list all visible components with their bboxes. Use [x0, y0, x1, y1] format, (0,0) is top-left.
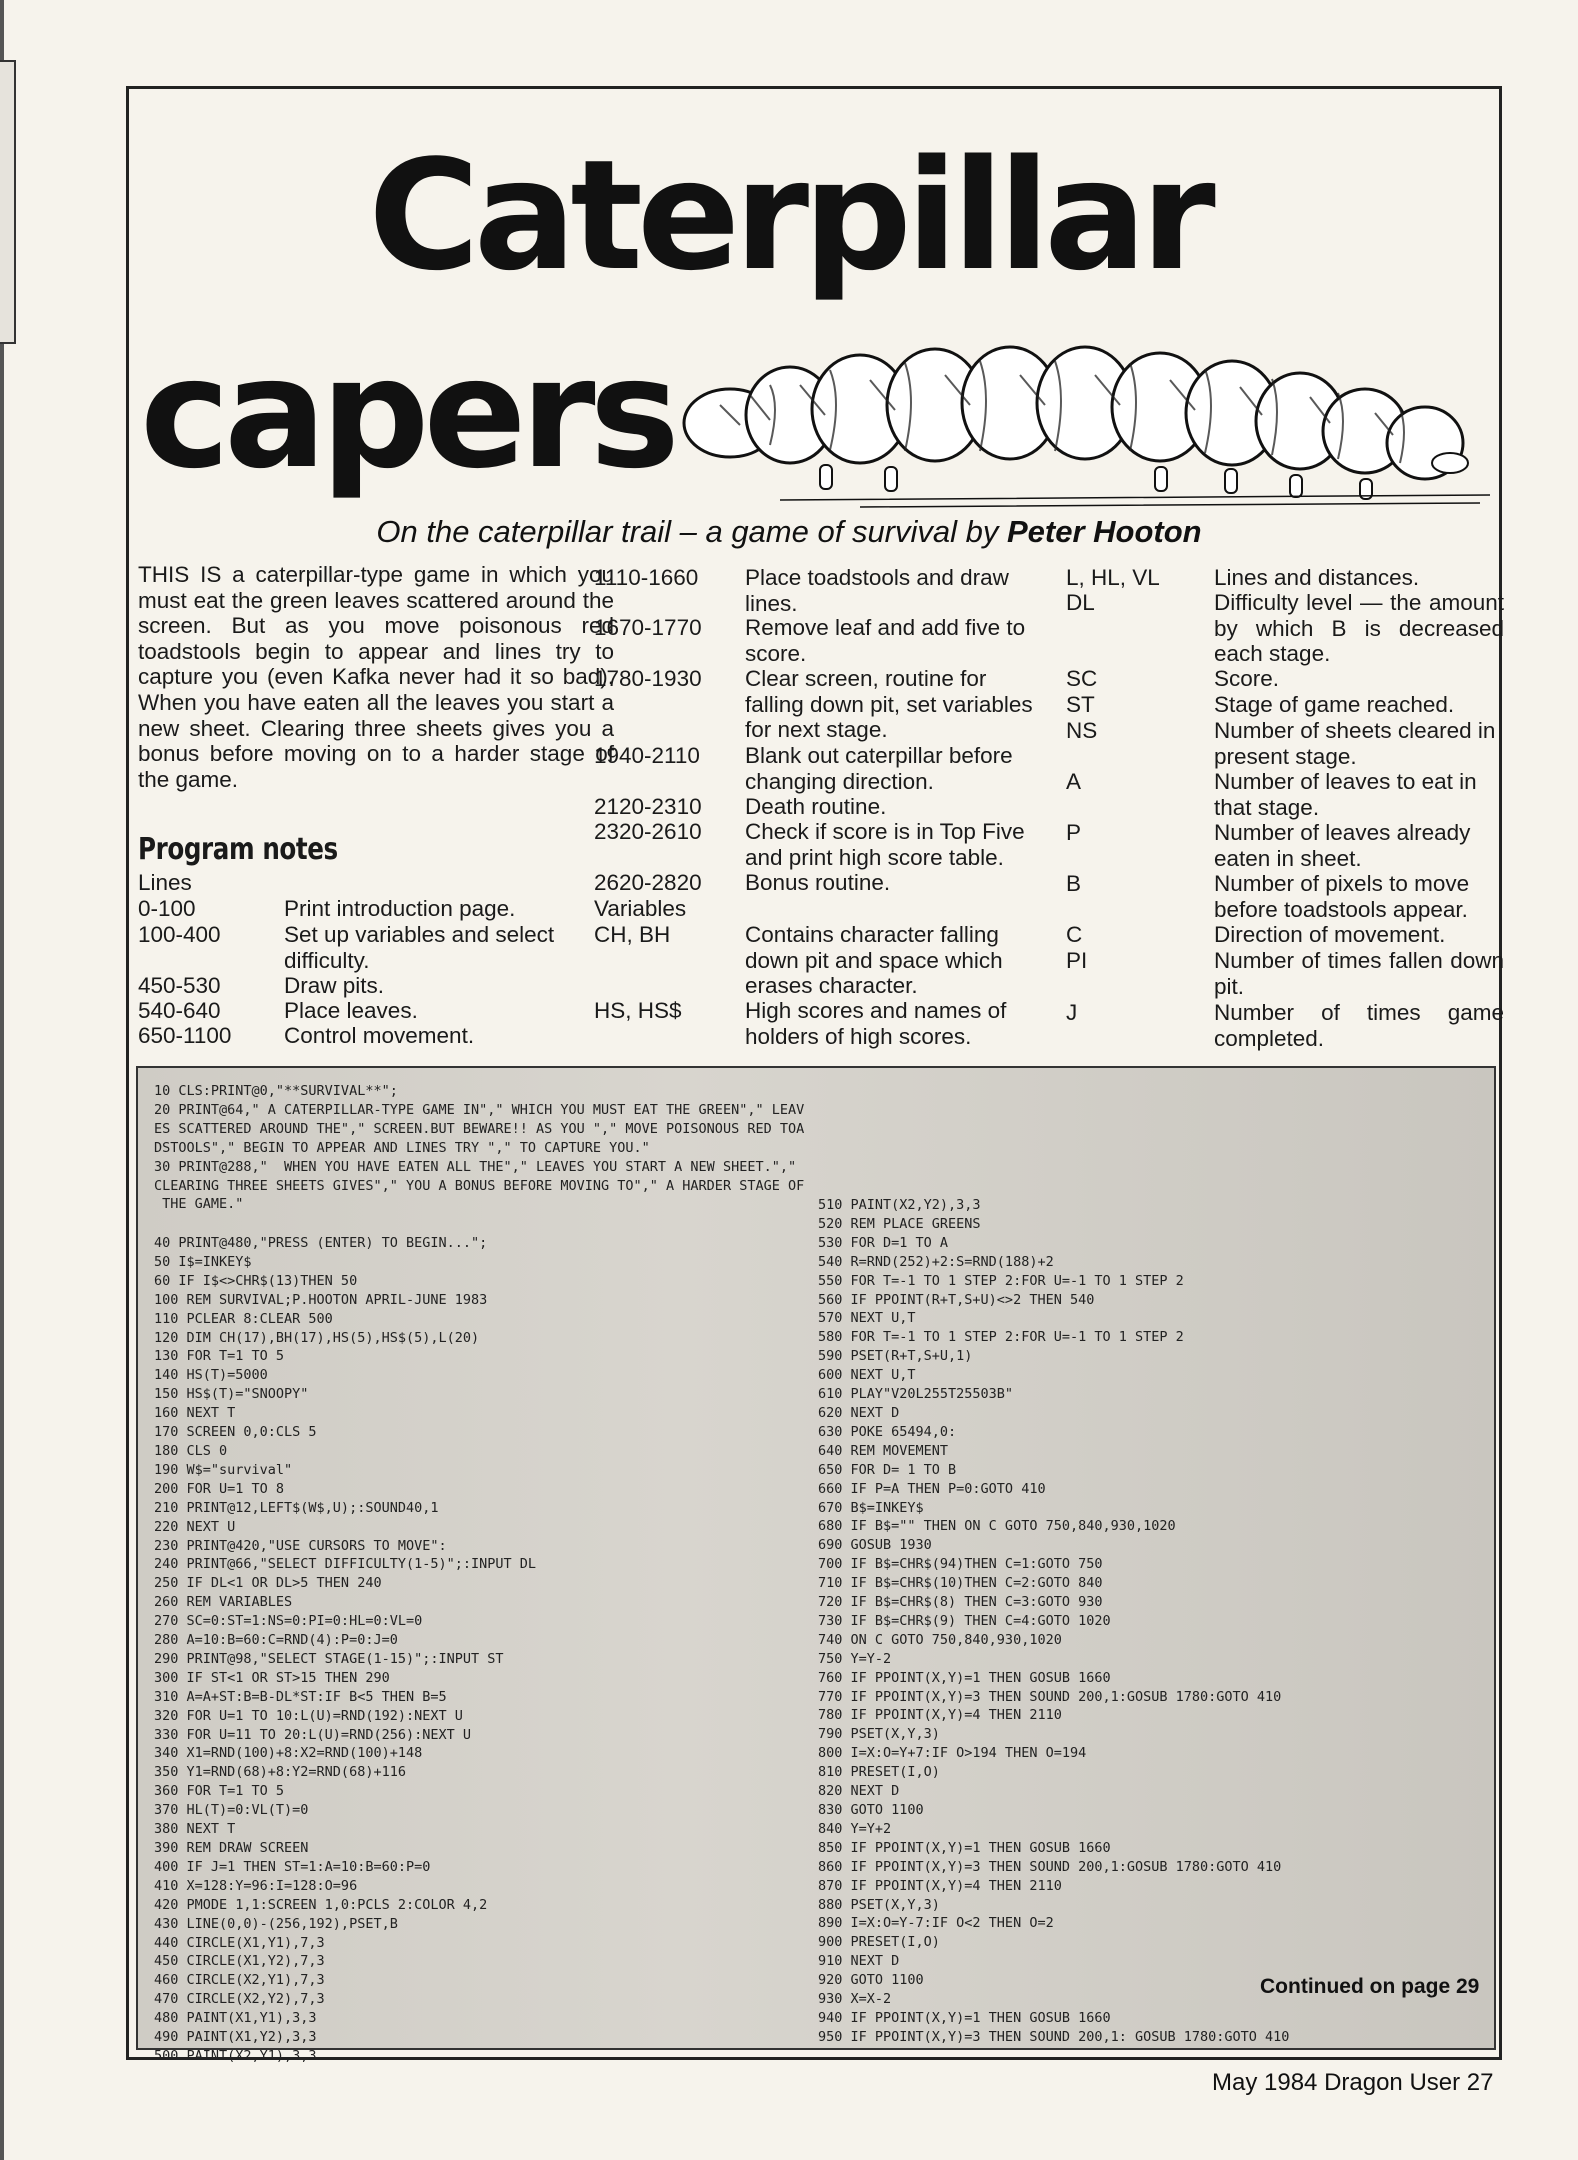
footer-issue: May 1984 Dragon User [1212, 2069, 1461, 2096]
var-desc: Difficulty level — the amount by which B is decreased each stage. [1214, 590, 1504, 667]
var-name: SC [1066, 666, 1098, 691]
var-desc: Direction of movement. [1214, 922, 1446, 947]
caterpillar-drawing-icon [660, 335, 1500, 515]
var-desc: Number of leaves to eat in that stage. [1214, 769, 1477, 820]
continued-note: Continued on page 29 [1260, 1975, 1480, 1998]
note-lines: 540-640 [138, 998, 221, 1023]
note-lines: 2120-2310 [594, 794, 702, 819]
page-number: 27 [1466, 2069, 1494, 2096]
title-line-2: capers [140, 325, 674, 502]
var-desc: Number of pixels to move before toadstools appear. [1214, 871, 1470, 922]
note-lines: 1940-2110 [594, 743, 700, 768]
note-desc: Clear screen, routine for falling down pit, set variables for next stage. [745, 666, 1033, 743]
note-lines: 650-1100 [138, 1023, 232, 1048]
subtitle [0, 514, 1578, 550]
var-desc: Number of times fallen down pit. [1214, 948, 1504, 999]
listing-intro-lines: 10 CLS:PRINT@0,"**SURVIVAL**"; 20 PRINT@64," A CATERPILLAR-TYPE GAME IN"," WHICH YOU MUST EAT THE GREEN"," LEAV ES SCATTERED AROUND THE"," SCREEN.BUT BEWARE!! AS YOU "," MOVE POISONOUS RED TOA DSTOOLS"," BEGIN TO APPEAR AND LINES TRY "," TO CAPTURE YOU." 30 PRINT@288," WHEN YOU HAVE EATEN ALL THE"," LEAVES YOU START A NEW SHEET."," CLEARING THREE SHEETS GIVES"," YOU A BONUS BEFORE MOVING TO"," A HARDER STAGE OF THE GAME." [154, 1083, 805, 1213]
var-desc: Score. [1214, 666, 1280, 691]
var-name: PI [1066, 948, 1088, 973]
var-name: DL [1066, 590, 1095, 615]
note-lines: 1110-1660 [594, 565, 699, 590]
note-lines: 450-530 [138, 973, 221, 998]
var-desc: Lines and distances. [1214, 565, 1420, 590]
note-lines: 1780-1930 [594, 666, 702, 691]
title-line-1: Caterpillar [368, 127, 1210, 304]
note-desc: Print introduction page. [284, 896, 516, 921]
program-listing [136, 1066, 1496, 2064]
note-lines: 0-100 [138, 896, 196, 921]
var-name: ST [1066, 692, 1095, 717]
note-desc: Set up variables and select difficulty. [284, 922, 555, 973]
lines-label: Lines [138, 870, 192, 895]
var-name: NS [1066, 718, 1098, 743]
var-desc: Stage of game reached. [1214, 692, 1455, 717]
page-footer [1212, 2069, 1494, 2097]
var-desc: Number of sheets cleared in present stage. [1214, 718, 1496, 769]
note-desc: Place toadstools and draw lines. [745, 565, 1009, 616]
intro-paragraph: THIS IS a caterpillar-type game in which you must eat the green leaves scattered around the screen. But as you move poisonous red toadstools begin to appear and lines try to capture you (even Kafka never had it so bad). When you have eaten all the leaves you start a new sheet. Clearing three sheets gives you a bonus before moving on to a harder stage of the game. [138, 562, 614, 792]
author-name: Peter Hooton [1007, 514, 1202, 549]
var-name: B [1066, 871, 1082, 896]
var-name: CH, BH [594, 922, 671, 947]
var-desc: Number of times game completed. [1214, 1000, 1504, 1051]
var-name: J [1066, 1000, 1078, 1025]
variables-label: Variables [594, 896, 687, 921]
var-desc: High scores and names of holders of high scores. [745, 998, 1007, 1049]
note-lines: 2620-2820 [594, 870, 702, 895]
note-desc: Remove leaf and add five to score. [745, 615, 1026, 666]
var-name: A [1066, 769, 1082, 794]
note-desc: Bonus routine. [745, 870, 891, 895]
listing-left-column: 40 PRINT@480,"PRESS (ENTER) TO BEGIN..."; 50 I$=INKEY$ 60 IF I$<>CHR$(13)THEN 50 100 REM SURVIVAL;P.HOOTON APRIL-JUNE 1983 110 PCLEAR 8:CLEAR 500 120 DIM CH(17),BH(17),HS(5),HS$(5),L(20) 130 FOR T=1 TO 5 140 HS(T)=5000 150 HS$(T)="SNOOPY" 160 NEXT T 170 SCREEN 0,0:CLS 5 180 CLS 0 190 W$="survival" 200 FOR U=1 TO 8 210 PRINT@12,LEFT$(W$,U);:SOUND40,1 220 NEXT U 230 PRINT@420,"USE CURSORS TO MOVE": 240 PRINT@66,"SELECT DIFFICULTY(1-5)";:INPUT DL 250 IF DL<1 OR DL>5 THEN 240 260 REM VARIABLES 270 SC=0:ST=1:NS=0:PI=0:HL=0:VL=0 280 A=10:B=60:C=RND(4):P=0:J=0 290 PRINT@98,"SELECT STAGE(1-15)";:INPUT ST 300 IF ST<1 OR ST>15 THEN 290 310 A=A+ST:B=B-DL*ST:IF B<5 THEN B=5 320 FOR U=1 TO 10:L(U)=RND(192):NEXT U 330 FOR U=11 TO 20:L(U)=RND(256):NEXT U 340 X1=RND(100)+8:X2=RND(100)+148 350 Y1=RND(68)+8:Y2=RND(68)+116 360 FOR T=1 TO 5 370 HL(T)=0:VL(T)=0 380 NEXT T 390 REM DRAW SCREEN 400 IF J=1 THEN ST=1:A=10:B=60:P=0 410 X=128:Y=96:I=128:O=96 420 PMODE 1,1:SCREEN 1,0:PCLS 2:COLOR 4,2 430 LINE(0,0)-(256,192),PSET,B 440 CIRCLE(X1,Y1),7,3 450 CIRCLE(X1,Y2),7,3 460 CIRCLE(X2,Y1),7,3 470 CIRCLE(X2,Y2),7,3 480 PAINT(X1,Y1),3,3 490 PAINT(X1,Y2),3,3 500 PAINT(X2,Y1),3,3 [154, 1235, 537, 2064]
var-name: C [1066, 922, 1083, 947]
note-desc: Blank out caterpillar before changing direction. [745, 743, 1013, 794]
var-desc: Number of leaves already eaten in sheet. [1214, 820, 1471, 871]
note-lines: 2320-2610 [594, 819, 702, 844]
var-name: HS, HS$ [594, 998, 682, 1023]
var-name: L, HL, VL [1066, 565, 1160, 590]
subtitle-text: On the caterpillar trail – a game of survival by [376, 514, 999, 549]
note-desc: Death routine. [745, 794, 887, 819]
program-notes-heading: Program notes [138, 832, 338, 867]
var-desc: Contains character falling down pit and space which erases character. [745, 922, 1003, 999]
note-lines: 100-400 [138, 922, 221, 947]
note-desc: Place leaves. [284, 998, 418, 1023]
note-desc: Control movement. [284, 1023, 475, 1048]
var-name: P [1066, 820, 1082, 845]
note-lines: 1670-1770 [594, 615, 702, 640]
note-desc: Draw pits. [284, 973, 385, 998]
listing-right-column: 510 PAINT(X2,Y2),3,3 520 REM PLACE GREENS 530 FOR D=1 TO A 540 R=RND(252)+2:S=RND(188)+2 550 FOR T=-1 TO 1 STEP 2:FOR U=-1 TO 1 STEP 2 560 IF PPOINT(R+T,S+U)<>2 THEN 540 570 NEXT U,T 580 FOR T=-1 TO 1 STEP 2:FOR U=-1 TO 1 STEP 2 590 PSET(R+T,S+U,1) 600 NEXT U,T 610 PLAY"V20L255T25503B" 620 NEXT D 630 POKE 65494,0: 640 REM MOVEMENT 650 FOR D= 1 TO B 660 IF P=A THEN P=0:GOTO 410 670 B$=INKEY$ 680 IF B$="" THEN ON C GOTO 750,840,930,1020 690 GOSUB 1930 700 IF B$=CHR$(94)THEN C=1:GOTO 750 710 IF B$=CHR$(10)THEN C=2:GOTO 840 720 IF B$=CHR$(8) THEN C=3:GOTO 930 730 IF B$=CHR$(9) THEN C=4:GOTO 1020 740 ON C GOTO 750,840,930,1020 750 Y=Y-2 760 IF PPOINT(X,Y)=1 THEN GOSUB 1660 770 IF PPOINT(X,Y)=3 THEN SOUND 200,1:GOSUB 1780:GOTO 410 780 IF PPOINT(X,Y)=4 THEN 2110 790 PSET(X,Y,3) 800 I=X:O=Y+7:IF O>194 THEN O=194 810 PRESET(I,O) 820 NEXT D 830 GOTO 1100 840 Y=Y+2 850 IF PPOINT(X,Y)=1 THEN GOSUB 1660 860 IF PPOINT(X,Y)=3 THEN SOUND 200,1:GOSUB 1780:GOTO 410 870 IF PPOINT(X,Y)=4 THEN 2110 880 PSET(X,Y,3) 890 I=X:O=Y-7:IF O<2 THEN O=2 900 PRESET(I,O) 910 NEXT D 920 GOTO 1100 930 X=X-2 940 IF PPOINT(X,Y)=1 THEN GOSUB 1660 950 IF PPOINT(X,Y)=3 THEN SOUND 200,1: GOSUB 1780:GOTO 410 [818, 1197, 1290, 2045]
note-desc: Check if score is in Top Five and print high score table. [745, 819, 1025, 870]
